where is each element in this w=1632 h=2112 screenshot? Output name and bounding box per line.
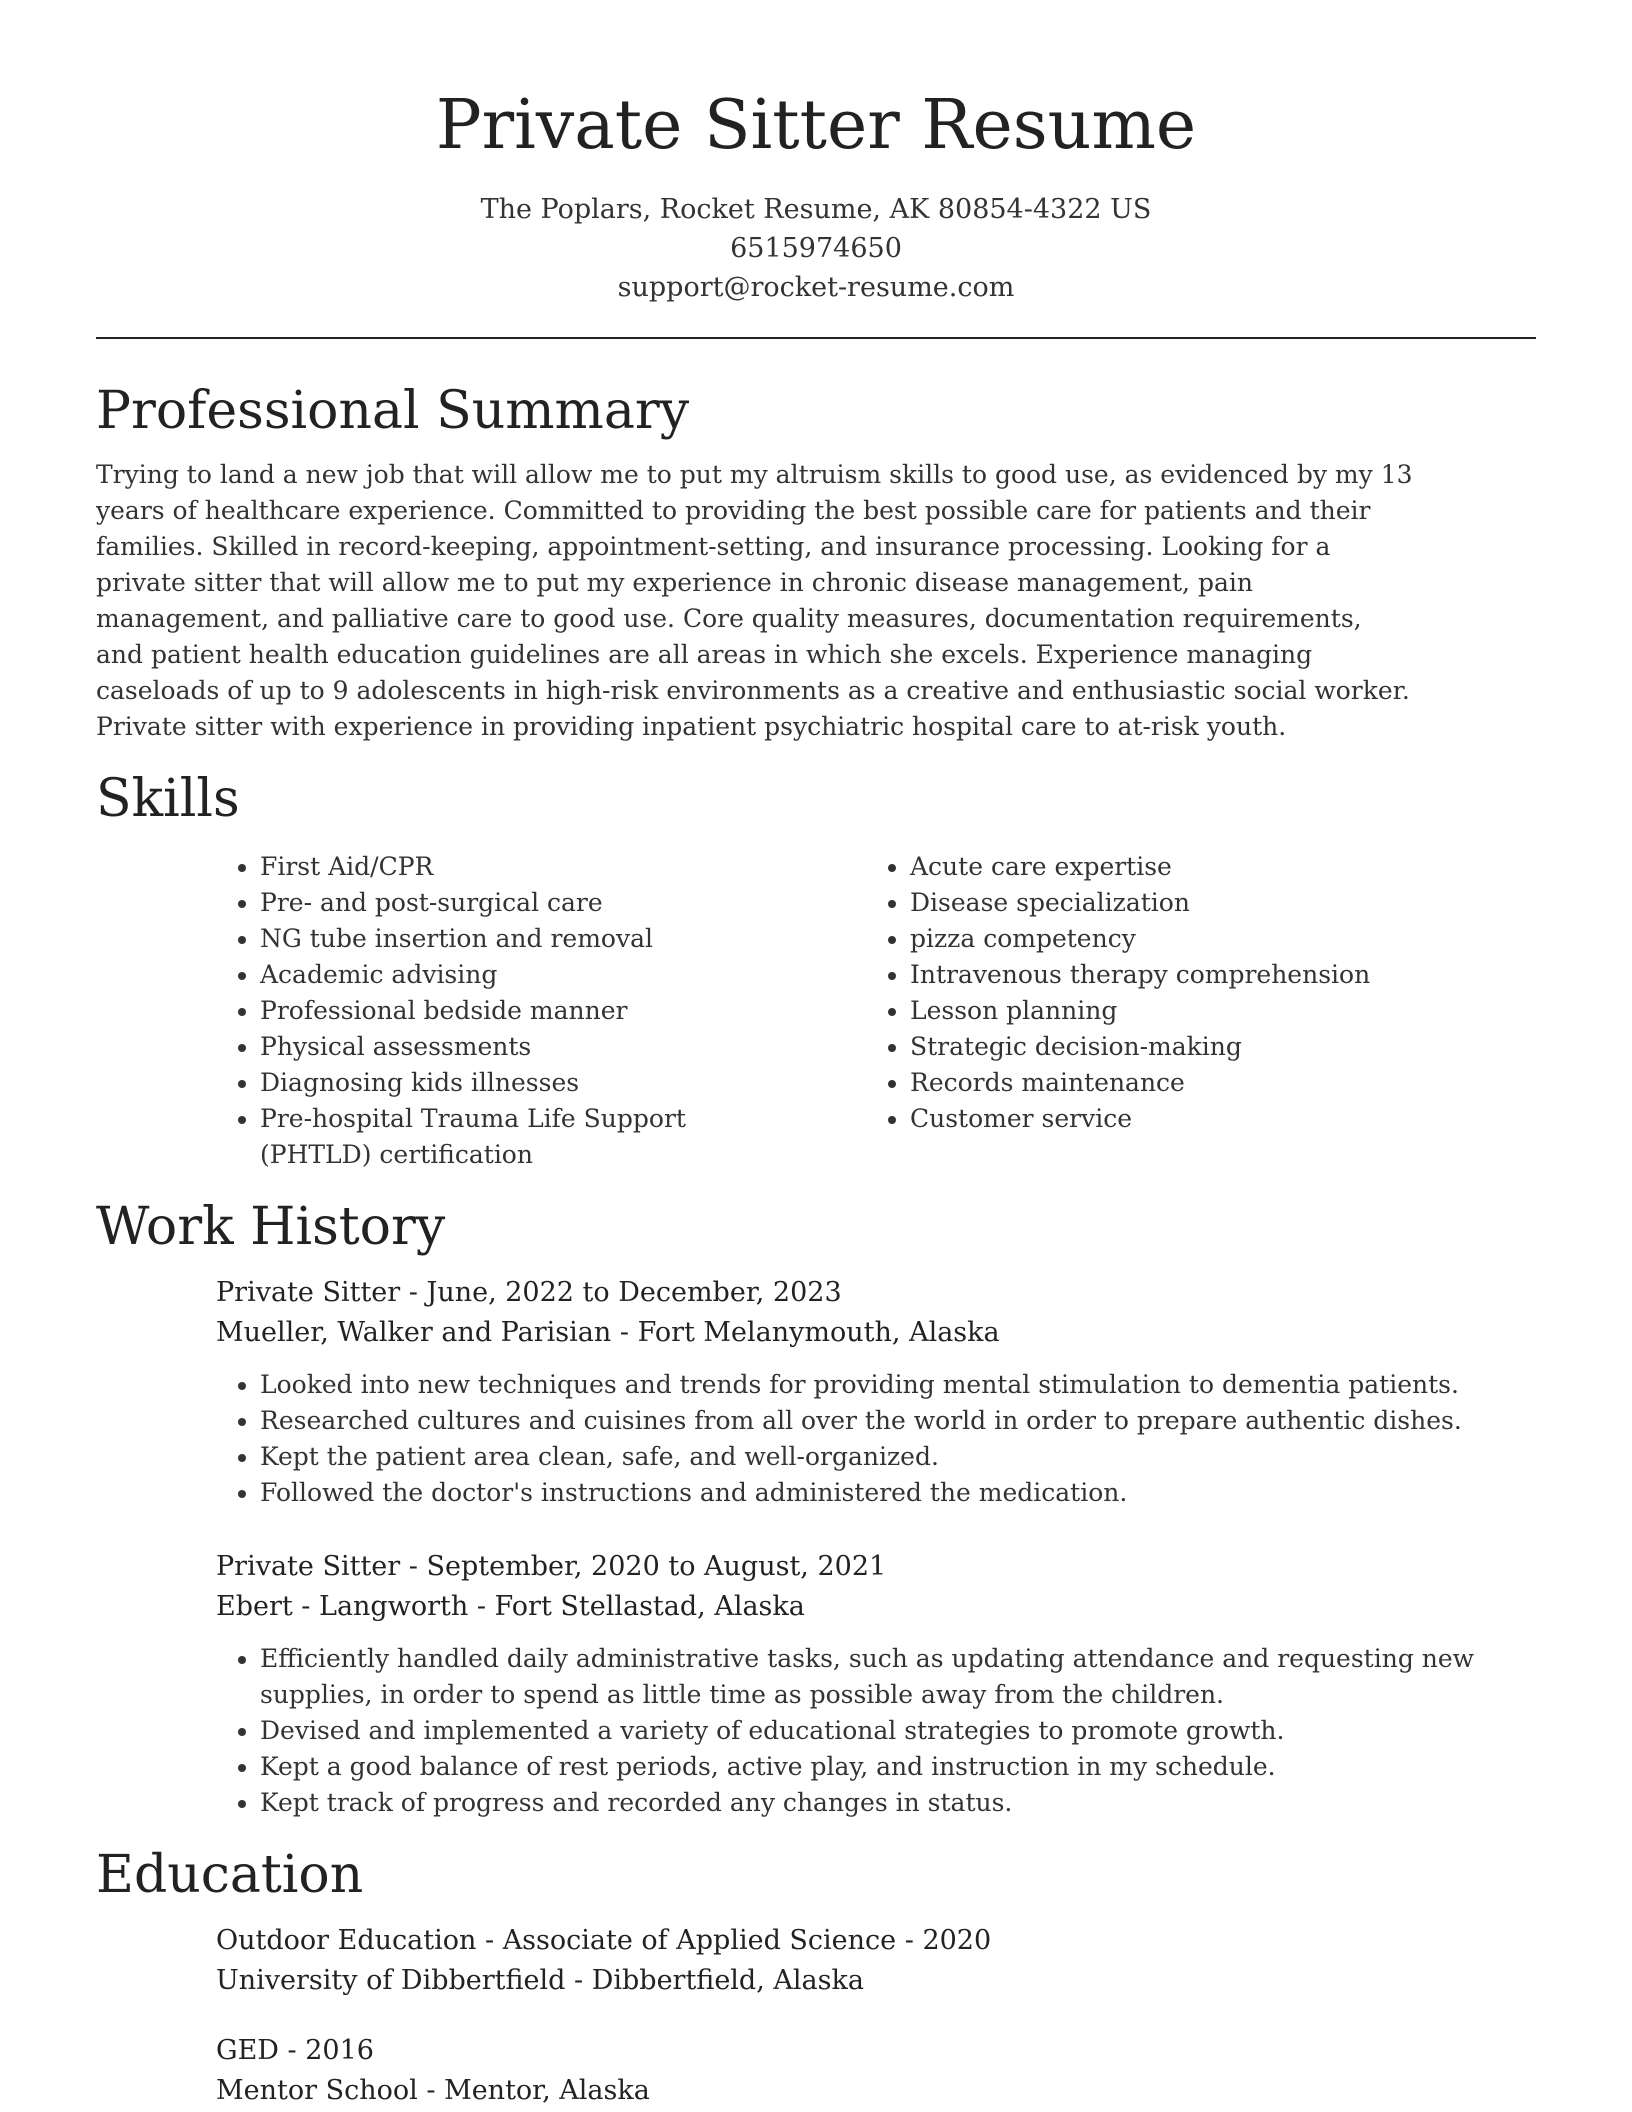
contact-phone: 6515974650 [730,233,902,264]
education-degree: Associate of Applied Science [502,1925,897,1956]
job-location: Fort Melanymouth, Alaska [637,1317,1000,1348]
education-field: Outdoor Education [216,1925,477,1956]
skill-item: • Pre- and post-surgical care [260,885,866,921]
education-degree-line: Outdoor Education - Associate of Applied Science - 2020 [216,1925,992,1956]
skill-item: • Strategic decision-making [910,1029,1516,1065]
summary-heading: Professional Summary [96,381,690,441]
education-school: Mentor School [216,2075,418,2106]
summary-section [96,379,1536,745]
work-heading: Work History [96,1197,446,1257]
job-dates: June, 2022 to December, 2023 [426,1277,842,1308]
contact-address: The Poplars, Rocket Resume, AK 80854-4322 US [480,194,1152,225]
skill-item: • First Aid/CPR [260,849,866,885]
job-bullet: • Kept a good balance of rest periods, active play, and instruction in my schedule. [260,1749,1540,1785]
job-dates: September, 2020 to August, 2021 [426,1551,887,1582]
education-school-line: Mentor School - Mentor, Alaska [216,2075,650,2106]
education-location: Mentor, Alaska [444,2075,650,2106]
work-section [96,1195,1536,1821]
job-bullet: • Researched cultures and cuisines from all over the world in order to prepare authentic dishes. [260,1403,1540,1439]
job-bullet: • Looked into new techniques and trends for providing mental stimulation to dementia patients. [260,1367,1540,1403]
skill-item: • Records maintenance [910,1065,1516,1101]
job-company-line: Mueller, Walker and Parisian - Fort Melanymouth, Alaska [216,1317,1000,1348]
job-company-line: Ebert - Langworth - Fort Stellastad, Alaska [216,1591,805,1622]
resume-title: Private Sitter Resume [435,86,1197,165]
job-bullet: • Kept track of progress and recorded any changes in status. [260,1785,1540,1821]
skills-list-right [866,849,1516,1137]
skill-item: • Physical assessments [260,1029,866,1065]
skills-heading: Skills [96,769,240,829]
education-entry [216,1921,1536,2001]
skill-item: • Pre-hospital Trauma Life Support (PHTLD) certification [260,1101,780,1173]
education-degree: GED [216,2035,279,2066]
education-entry [216,2031,1536,2111]
job-entry [216,1547,1536,1821]
education-year: 2016 [305,2035,374,2066]
header-divider [96,337,1536,339]
contact-email: support@rocket-resume.com [617,272,1015,303]
education-heading: Education [96,1845,364,1905]
job-bullet: • Kept the patient area clean, safe, and well-organized. [260,1439,1540,1475]
summary-text: Trying to land a new job that will allow me to put my altruism skills to good use, as evidenced by my 13 years of healthcare experience. Committed to providing the best possible care for patients and their families. Skilled in record-keeping, appointment-setting, and insurance processing. Looking for a private sitter that will allow me to put my experience in chronic disease management, pain management, and palliative care to good use. Core quality measures, documentation requirements, and patient health education guidelines are all areas in which she excels. Experience managing caseloads of up to 9 adolescents in high-risk environments as a creative and enthusiastic social worker. Private sitter with experience in providing inpatient psychiatric hospital care to at-risk youth. [96,460,1413,741]
skill-item: • Professional bedside manner [260,993,866,1029]
skill-item: • pizza competency [910,921,1516,957]
skill-item: • Customer service [910,1101,1516,1137]
skills-column-right [866,849,1516,1173]
education-year: 2020 [922,1925,992,1956]
job-bullet: • Efficiently handled daily administrative tasks, such as updating attendance and requesting new supplies, in order to spend as little time as possible away from the children. [260,1641,1540,1713]
job-title-line: Private Sitter - June, 2022 to December, 2023 [216,1277,842,1308]
job-title: Private Sitter [216,1277,401,1308]
education-location: Dibbertfield, Alaska [591,1965,864,1996]
skills-column-left [216,849,866,1173]
education-school: University of Dibbertfield [216,1965,566,1996]
job-bullet: • Followed the doctor's instructions and administered the medication. [260,1475,1540,1511]
job-entry [216,1273,1536,1511]
skills-columns [216,849,1536,1173]
skills-list-left [216,849,866,1173]
job-bullet: • Devised and implemented a variety of educational strategies to promote growth. [260,1713,1540,1749]
job-title: Private Sitter [216,1551,401,1582]
job-title-line: Private Sitter - September, 2020 to August, 2021 [216,1551,887,1582]
skill-item: • Diagnosing kids illnesses [260,1065,866,1101]
education-degree-line: GED - 2016 [216,2035,374,2066]
job-company: Ebert - Langworth [216,1591,469,1622]
contact-info [96,190,1536,307]
job-company: Mueller, Walker and Parisian [216,1317,612,1348]
resume-page [96,0,1536,2111]
job-bullets [216,1367,1540,1511]
skill-item: • Acute care expertise [910,849,1516,885]
resume-header [96,0,1536,307]
skill-item: • NG tube insertion and removal [260,921,866,957]
skill-item: • Disease specialization [910,885,1516,921]
education-section [96,1843,1536,2111]
skills-section [96,767,1536,1173]
job-location: Fort Stellastad, Alaska [494,1591,805,1622]
skill-item: • Intravenous therapy comprehension [910,957,1516,993]
education-school-line: University of Dibbertfield - Dibbertfield, Alaska [216,1965,864,1996]
skill-item: • Lesson planning [910,993,1516,1029]
skill-item: • Academic advising [260,957,866,993]
job-bullets [216,1641,1540,1821]
